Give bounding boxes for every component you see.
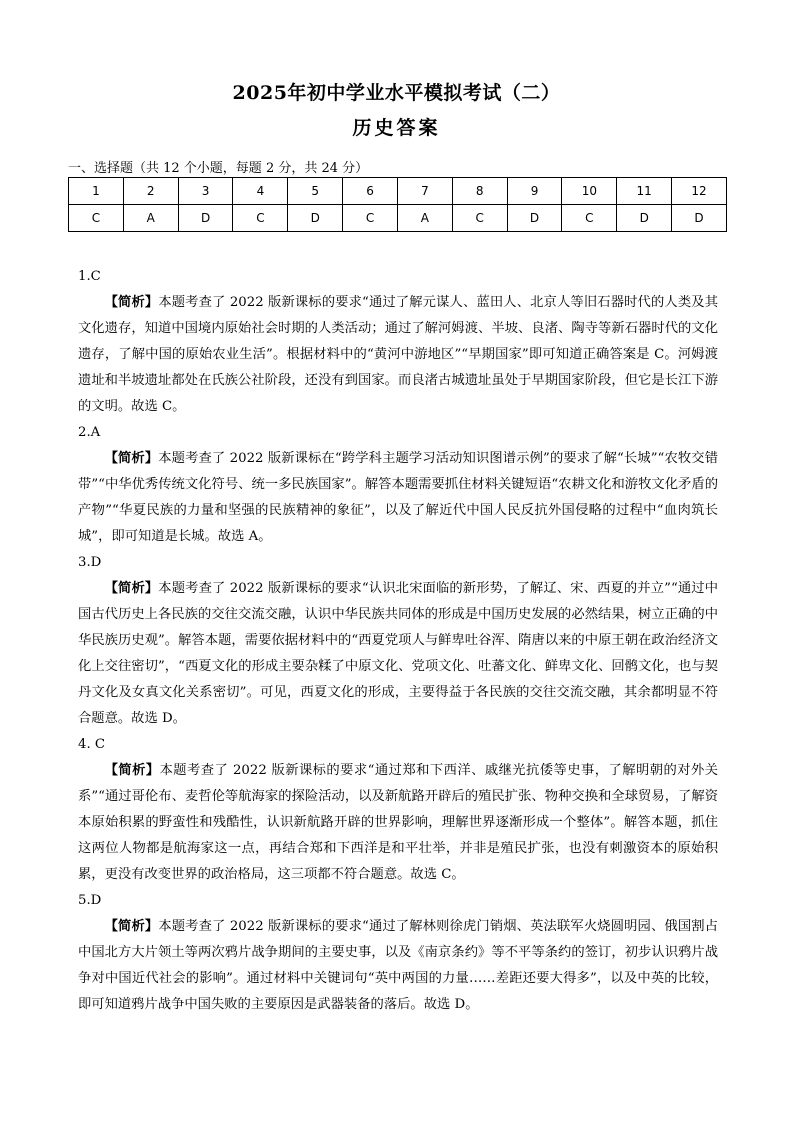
explanation-tag: 【简析】 <box>104 581 159 596</box>
answer-cell: C <box>562 205 617 232</box>
question-number-cell: 4 <box>233 178 288 205</box>
answer-table-number-row <box>69 178 727 205</box>
explanation-number: 2.A <box>78 425 101 440</box>
explanation-text: 本题考查了 2022 版新课标的要求“认识北宋面临的新形势，了解辽、宋、西夏的并立”“通过中国古代历史上各民族的交往交流交融，认识中华民族共同体的形成是中国历史发展的必然结果，树立正确的中华民族历史观”。解答本题，需要依据材料中的“西夏党项人与鲜卑吐谷浑、隋唐以来的中原王朝在政治经济文化上交往密切”，“西夏文化的形成主要杂糅了中原文化、党项文化、吐蕃文化、鲜卑文化、回鹘文化，也与契丹文化及女真文化关系密切”。可见，西夏文化的形成，主要得益于各民族的交往交流交融，其余都明显不符合题意。故选 D。 <box>78 581 719 726</box>
answer-cell: C <box>452 205 507 232</box>
question-number-cell: 7 <box>397 178 452 205</box>
answer-table-answer-row <box>69 205 727 232</box>
answer-cell: C <box>69 205 124 232</box>
section-heading: 一、选择题（共 12 个小题，每题 2 分，共 24 分） <box>68 161 369 176</box>
explanation-paragraph <box>78 758 718 888</box>
explanation-number: 3.D <box>78 555 102 570</box>
question-number-cell: 10 <box>562 178 617 205</box>
question-number-cell: 1 <box>69 178 124 205</box>
question-number-cell: 3 <box>178 178 233 205</box>
explanation-paragraph <box>78 576 718 732</box>
question-number-cell: 2 <box>123 178 178 205</box>
explanation-text: 本题考查了 2022 版新课标在“跨学科主题学习活动知识图谱示例”的要求了解“长城”“农牧交错带”“中华优秀传统文化符号、统一多民族国家”。解答本题需要抓住材料关键短语“农耕文化和游牧文化矛盾的产物”“华夏民族的力量和坚强的民族精神的象征”，以及了解近代中国人民反抗外国侵略的过程中“血肉筑长城”，即可知道是长城。故选 A。 <box>78 451 719 544</box>
explanations <box>78 264 718 1018</box>
answer-table <box>68 177 727 232</box>
explanation-text: 本题考查了 2022 版新课标的要求“通过了解元谋人、蓝田人、北京人等旧石器时代的人类及其文化遗存，知道中国境内原始社会时期的人类活动；通过了解河姆渡、半坡、良渚、陶寺等新石器时代的文化遗存，了解中国的原始农业生活”。根据材料中的“黄河中游地区”“早期国家”即可知道正确答案是 C。河姆渡遗址和半坡遗址都处在氏族公社阶段，还没有到国家。而良渚古城遗址虽处于早期国家阶段，但它是长江下游的文明。故选 C。 <box>78 295 718 414</box>
question-number-cell: 8 <box>452 178 507 205</box>
explanation-tag: 【简析】 <box>104 295 159 310</box>
explanation-paragraph <box>78 446 718 550</box>
answer-cell: C <box>343 205 398 232</box>
explanation-paragraph <box>78 914 718 1018</box>
explanation-tag: 【简析】 <box>104 451 159 466</box>
question-number-cell: 12 <box>672 178 727 205</box>
page-title: 2025年初中学业水平模拟考试（二） <box>232 82 561 104</box>
answer-cell: D <box>507 205 562 232</box>
answer-cell: D <box>617 205 672 232</box>
explanation-text: 本题考查了 2022 版新课标的要求“通过郑和下西洋、戚继光抗倭等史事，了解明朝的对外关系”“通过哥伦布、麦哲伦等航海家的探险活动，以及新航路开辟后的殖民扩张、物种交换和全球贸易，了解资本原始积累的野蛮性和残酷性，认识新航路开辟的世界影响，理解世界逐渐形成一个整体”。解答本题，抓住这两位人物都是航海家这一点，再结合郑和下西洋是和平壮举，并非是殖民扩张，也没有刺激资本的原始积累，更没有改变世界的政治格局，这三项都不符合题意。故选 C。 <box>78 763 718 882</box>
explanation-number: 5.D <box>78 893 102 908</box>
answer-cell: A <box>123 205 178 232</box>
answer-cell: A <box>397 205 452 232</box>
explanation-number: 4. C <box>78 737 106 752</box>
question-number-cell: 9 <box>507 178 562 205</box>
explanation-paragraph <box>78 290 718 420</box>
question-number-cell: 6 <box>343 178 398 205</box>
answer-cell: D <box>288 205 343 232</box>
explanation-tag: 【简析】 <box>104 919 159 934</box>
explanation-text: 本题考查了 2022 版新课标的要求“通过了解林则徐虎门销烟、英法联军火烧圆明园、俄国割占中国北方大片领土等两次鸦片战争期间的主要史事，以及《南京条约》等不平等条约的签订，初步认识鸦片战争对中国近代社会的影响”。通过材料中关键词句“英中两国的力量……差距还要大得多”，以及中英的比较，即可知道鸦片战争中国失败的主要原因是武器装备的落后。故选 D。 <box>78 919 718 1012</box>
explanation-number: 1.C <box>78 269 101 284</box>
answer-cell: D <box>178 205 233 232</box>
question-number-cell: 5 <box>288 178 343 205</box>
answer-cell: D <box>672 205 727 232</box>
page-subtitle: 历史答案 <box>352 117 441 139</box>
explanation-tag: 【简析】 <box>104 763 160 778</box>
answer-cell: C <box>233 205 288 232</box>
question-number-cell: 11 <box>617 178 672 205</box>
